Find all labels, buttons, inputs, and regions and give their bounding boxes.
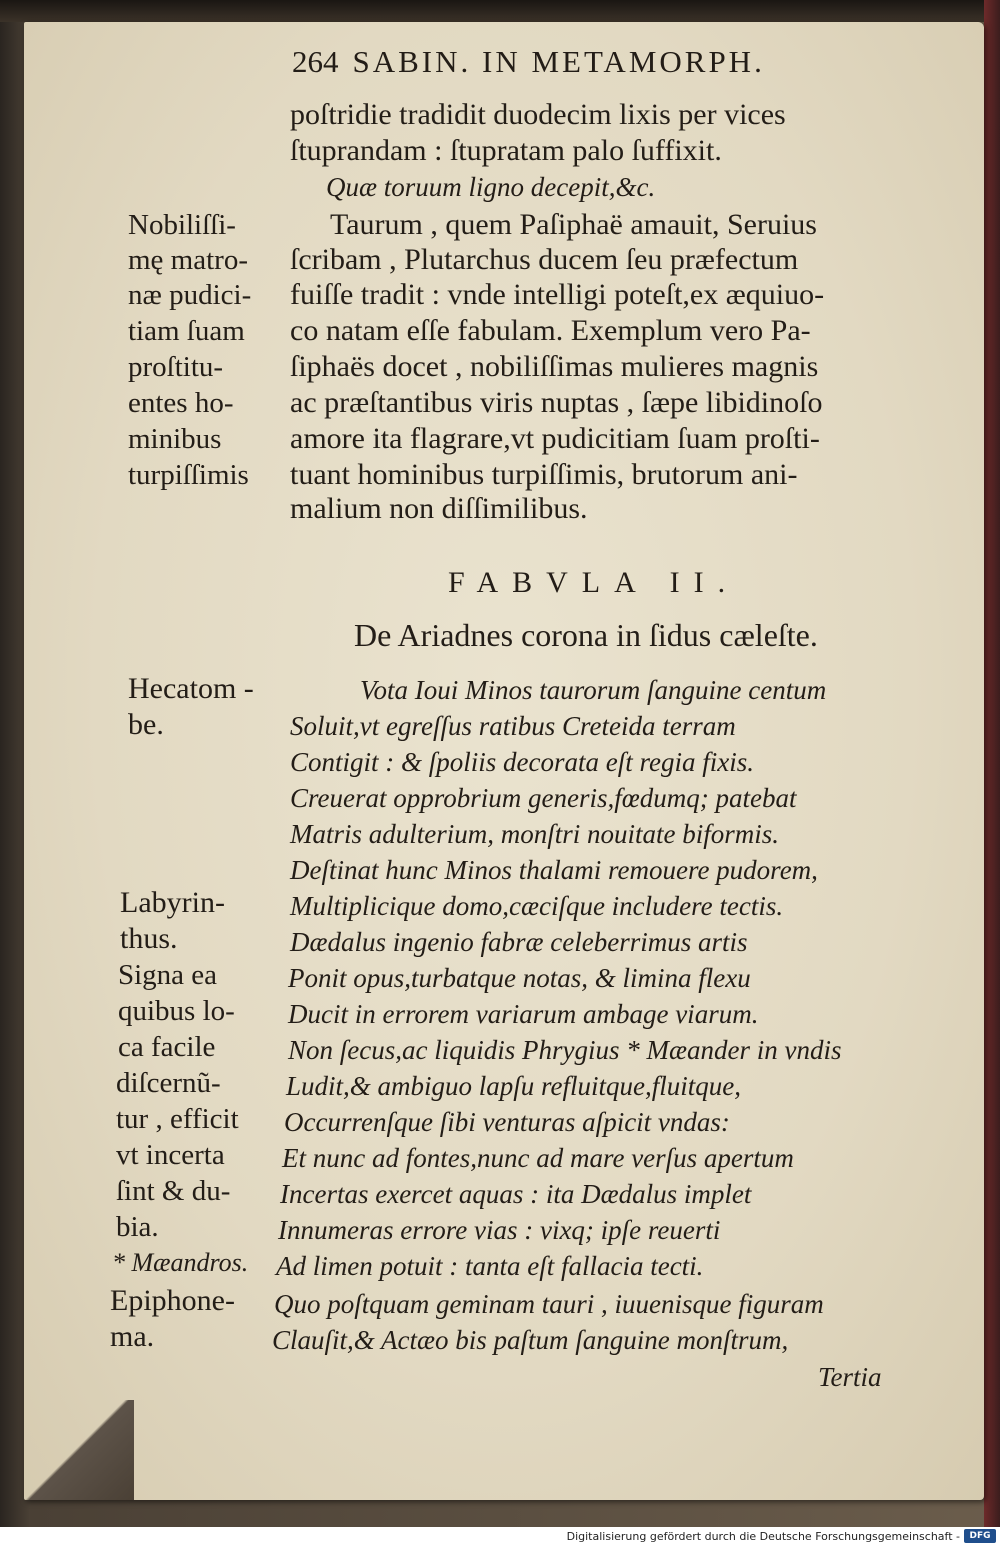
margin-note-signa: quibus lo- (118, 995, 235, 1027)
margin-note-line: turpiſſimis (128, 459, 249, 491)
verse-line: Et nunc ad fontes,nunc ad mare verſus apertum (282, 1143, 794, 1173)
running-title: SABIN. IN METAMORPH. (352, 44, 765, 79)
verse-line: Creuerat opprobrium generis,fœdumq; patebat (290, 783, 797, 813)
margin-note-labyrinthus: thus. (120, 922, 178, 955)
verse-line: Ludit,& ambiguo lapſu refluitque,fluitque, (286, 1071, 741, 1101)
margin-note-signa: vt incerta (116, 1139, 225, 1171)
margin-note-line: næ pudici- (128, 279, 252, 311)
margin-note-signa: ca facile (118, 1031, 216, 1063)
verse-line: Soluit,vt egreſſus ratibus Creteida terram (290, 711, 736, 741)
prose-line: ac præſtantibus viris nuptas , ſæpe libidinoſo (290, 386, 823, 419)
margin-note-hecatombe: Hecatom - (128, 672, 254, 705)
fabula-subtitle: De Ariadnes corona in ſidus cæleſte. (354, 617, 818, 653)
margin-note-maeandros: * Mæandros. (112, 1248, 249, 1277)
prose-line: poſtridie tradidit duodecim lixis per vices (290, 98, 786, 131)
margin-note-line: minibus (128, 423, 222, 455)
running-header (292, 44, 932, 80)
page-number: 264 (292, 44, 339, 79)
verse-line: Deſtinat hunc Minos thalami remouere pudorem, (290, 855, 818, 885)
verse-line: Incertas exercet aquas : ita Dædalus implet (280, 1179, 752, 1209)
book-top-edge (0, 0, 1000, 22)
margin-note-line: mę matro- (128, 244, 248, 276)
verse-line: Innumeras errore vias : vixq; ipſe reuerti (278, 1215, 721, 1245)
verse-line: Matris adulterium, monſtri nouitate biformis. (290, 819, 780, 849)
margin-note-signa: Signa ea (118, 959, 218, 991)
margin-note-line: proſtitu- (128, 351, 224, 383)
verse-line: Non ſecus,ac liquidis Phrygius * Mæander in vndis (288, 1035, 842, 1065)
page-folded-corner (24, 1400, 134, 1500)
margin-note-epiphonema: Epiphone- (110, 1284, 235, 1317)
verse-line: Occurrenſque ſibi venturas aſpicit vndas: (284, 1107, 730, 1137)
prose-line: fuiſſe tradit : vnde intelligi poteſt,ex æquiuo- (290, 278, 825, 311)
verse-line: Ponit opus,turbatque notas, & limina flexu (288, 963, 751, 993)
prose-line: tuant hominibus turpiſſimis, brutorum ani- (290, 458, 798, 491)
verse-line: Contigit : & ſpoliis decorata eſt regia fixis. (290, 747, 754, 777)
prose-line: co natam eſſe fabulam. Exemplum vero Pa- (290, 314, 811, 347)
prose-line: malium non diſſimilibus. (290, 492, 588, 525)
catchword: Tertia (818, 1362, 882, 1392)
margin-note-signa: diſcernũ- (116, 1067, 221, 1099)
margin-note-signa: tur , efficit (116, 1103, 239, 1135)
margin-note-line: tiam ſuam (128, 315, 245, 347)
fabula-heading: FABVLA II. (448, 566, 740, 599)
verse-line: Ad limen potuit : tanta eſt fallacia tecti. (276, 1251, 704, 1281)
footer-credit: Digitalisierung gefördert durch die Deutsche Forschungsgemeinschaft - (566, 1530, 960, 1543)
verse-line: Multiplicique domo,cæciſque includere tectis. (290, 891, 784, 921)
prose-line: ſtuprandam : ſtupratam palo ſuffixit. (290, 134, 722, 167)
verse-line: Clauſit,& Actæo bis paſtum ſanguine monſtrum, (272, 1325, 789, 1355)
book-right-edge (984, 0, 1000, 1527)
verse-line: Vota Ioui Minos taurorum ſanguine centum (360, 675, 827, 705)
margin-note-line: Nobiliſſi- (128, 209, 236, 241)
prose-line: ſiphaës docet , nobiliſſimas mulieres magnis (290, 350, 819, 383)
margin-note-line: entes ho- (128, 387, 234, 419)
prose-line: amore ita flagrare,vt pudicitiam ſuam proſti- (290, 422, 820, 455)
margin-note-hecatombe: be. (128, 708, 164, 741)
prose-line: Taurum , quem Paſiphaë amauit, Seruius (330, 208, 817, 241)
verse-line: Ducit in errorem variarum ambage viarum. (288, 999, 759, 1029)
prose-line: ſcribam , Plutarchus ducem ſeu præfectum (290, 243, 799, 276)
prose-line-quote: Quæ toruum ligno decepit,&c. (326, 172, 656, 202)
dfg-logo-icon: DFG (964, 1529, 996, 1543)
verse-line: Quo poſtquam geminam tauri , iuuenisque figuram (274, 1289, 824, 1319)
margin-note-signa: bia. (116, 1211, 159, 1243)
margin-note-epiphonema: ma. (110, 1320, 155, 1353)
margin-note-labyrinthus: Labyrin- (120, 886, 225, 919)
verse-line: Dædalus ingenio fabræ celeberrimus artis (290, 927, 748, 957)
margin-note-signa: ſint & du- (116, 1175, 231, 1207)
